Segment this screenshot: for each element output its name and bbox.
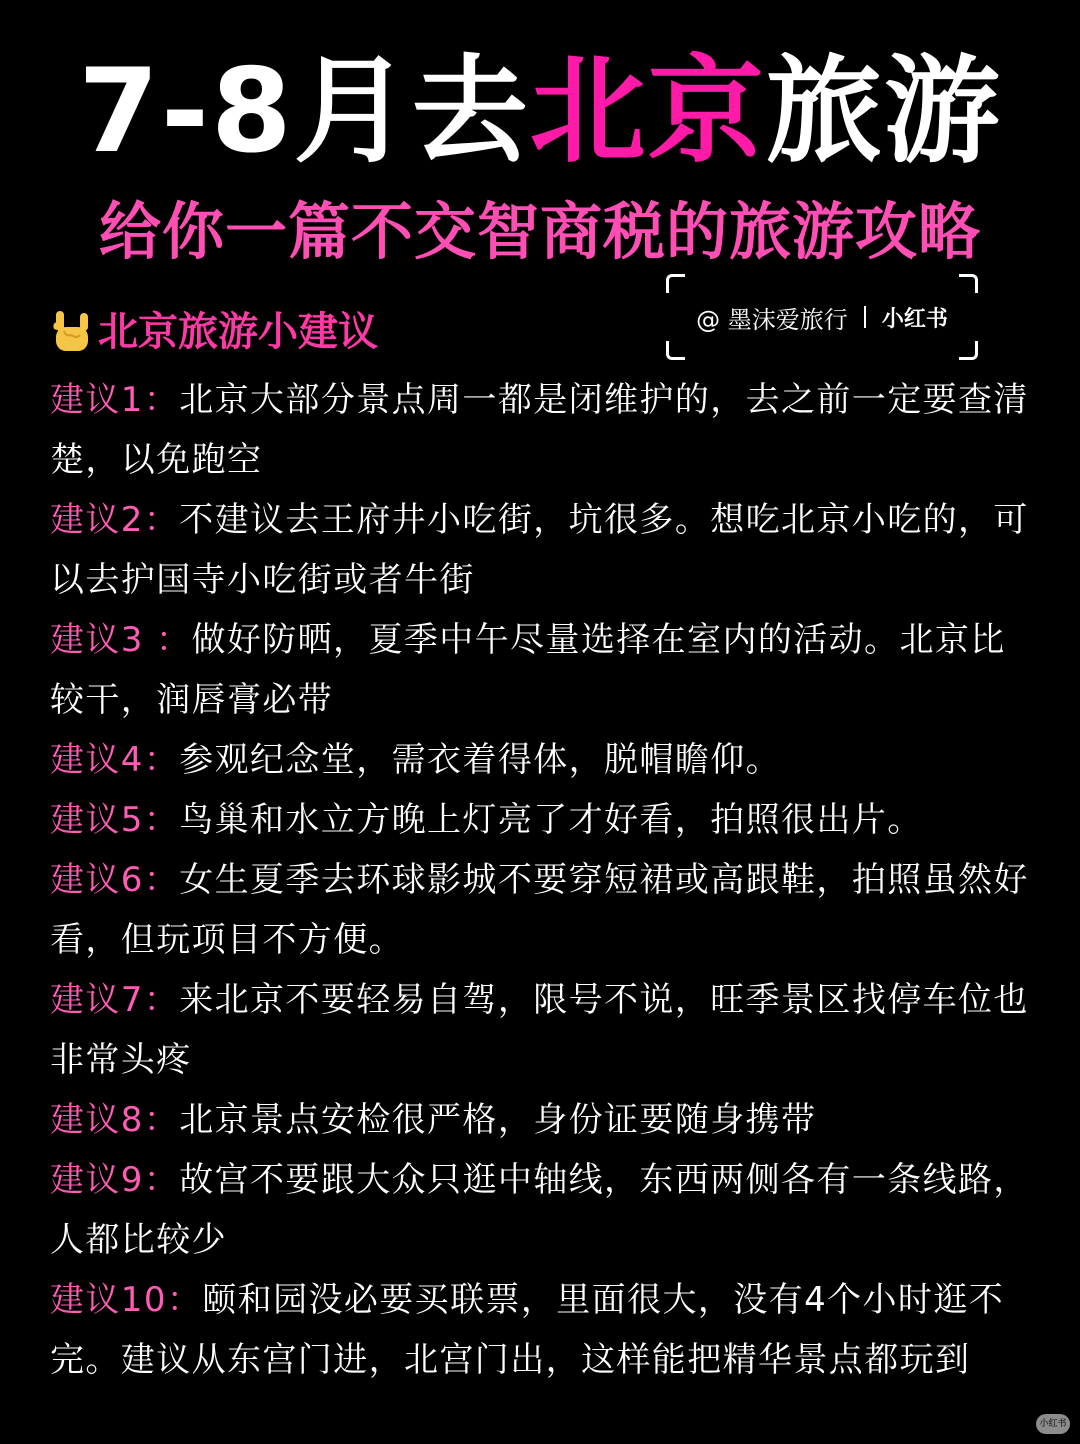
tip-text: 鸟巢和水立方晚上灯亮了才好看，拍照很出片。 <box>179 800 923 840</box>
rock-on-hand-icon <box>50 309 94 355</box>
title-suffix: 旅游 <box>765 44 1002 179</box>
tip-label: 建议6： <box>50 860 180 900</box>
tip-item <box>50 1090 1040 1150</box>
tip-text: 故宫不要跟大众只逛中轴线，东西两侧各有一条线路，人都比较少 <box>50 1160 1029 1260</box>
tip-label: 建议8： <box>50 1100 180 1140</box>
xiaohongshu-logo: 小红书 <box>881 306 948 332</box>
frame-corner <box>666 274 685 293</box>
tip-item <box>50 610 1040 730</box>
tip-label: 建议7： <box>50 980 180 1020</box>
tip-item <box>50 970 1040 1090</box>
tip-text: 不建议去王府井小吃街，坑很多。想吃北京小吃的，可以去护国寺小吃街或者牛街 <box>50 500 1029 600</box>
watermark-row <box>666 299 978 335</box>
title-prefix: 7-8月去 <box>78 44 530 179</box>
section-header <box>50 304 378 360</box>
section-title: 北京旅游小建议 <box>98 309 378 355</box>
tip-text: 颐和园没必要买联票，里面很大，没有4个小时逛不完。建议从东宫门进，北宫门出，这样能把精华景点都玩到 <box>50 1280 1005 1380</box>
tip-label: 建议2： <box>50 500 180 540</box>
title-highlight: 北京 <box>529 44 766 179</box>
poster-subtitle: 给你一篇不交智商税的旅游攻略 <box>98 195 981 268</box>
corner-watermark-logo: 小红书 <box>1036 1414 1070 1434</box>
tip-text: 参观纪念堂，需衣着得体，脱帽瞻仰。 <box>179 740 782 780</box>
tip-item <box>50 730 1040 790</box>
tip-label: 建议1： <box>50 380 180 420</box>
tip-label: 建议9： <box>50 1160 180 1200</box>
watermark-divider <box>864 306 866 328</box>
tip-text: 做好防晒，夏季中午尽量选择在室内的活动。北京比较干，润唇膏必带 <box>50 620 1006 720</box>
tip-text: 北京大部分景点周一都是闭维护的，去之前一定要查清楚，以免跑空 <box>50 380 1029 480</box>
tip-label: 建议4： <box>50 740 180 780</box>
tip-label: 建议3 ： <box>50 620 192 660</box>
tips-list <box>50 370 1040 1390</box>
tip-label: 建议10： <box>50 1280 203 1320</box>
author-handle: @ 墨沫爱旅行 <box>696 305 848 334</box>
tip-text: 来北京不要轻易自驾，限号不说，旺季景区找停车位也非常头疼 <box>50 980 1029 1080</box>
tip-text: 北京景点安检很严格，身份证要随身携带 <box>179 1100 817 1140</box>
frame-corner <box>959 341 978 360</box>
author-watermark <box>666 274 978 360</box>
tip-item <box>50 490 1040 610</box>
tip-item <box>50 370 1040 490</box>
frame-corner <box>959 274 978 293</box>
tip-text: 女生夏季去环球影城不要穿短裙或高跟鞋，拍照虽然好看，但玩项目不方便。 <box>50 860 1029 960</box>
tip-item <box>50 850 1040 970</box>
tip-item <box>50 1270 1040 1390</box>
poster-title <box>0 42 1080 182</box>
tip-item <box>50 790 1040 850</box>
frame-corner <box>666 341 685 360</box>
tip-label: 建议5： <box>50 800 180 840</box>
tip-item <box>50 1150 1040 1270</box>
